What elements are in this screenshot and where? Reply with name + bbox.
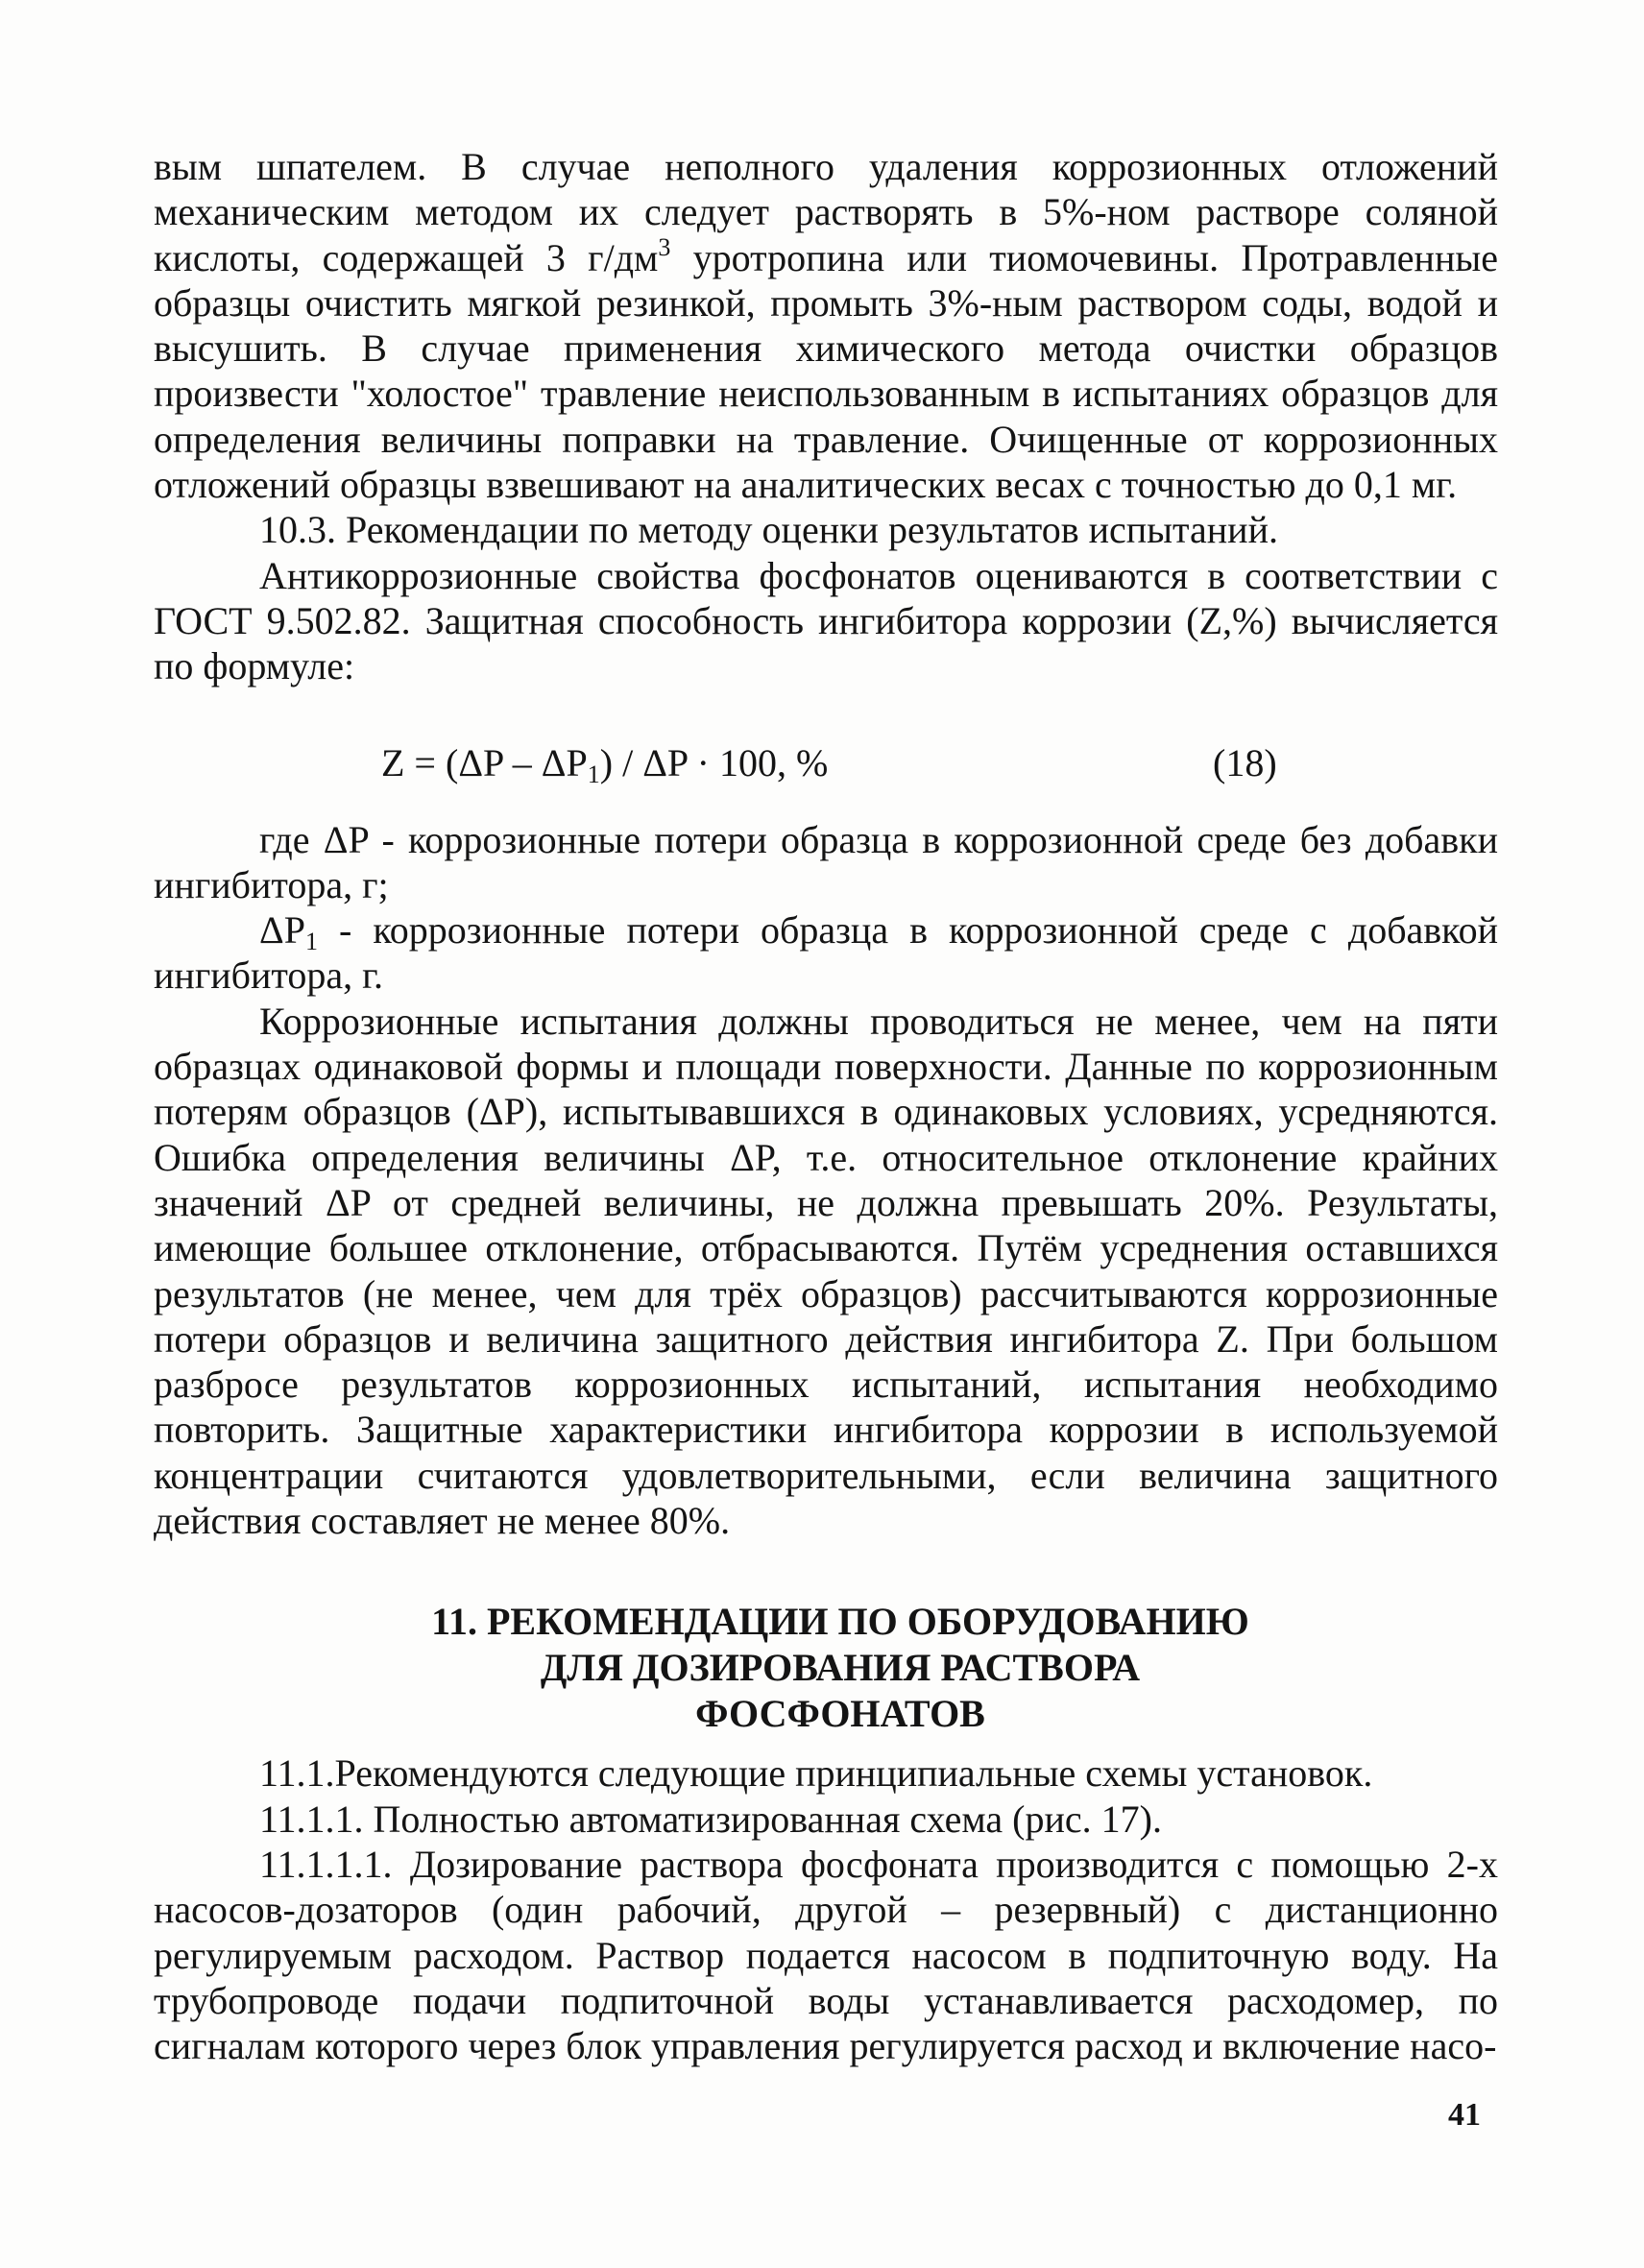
formula-18 xyxy=(154,721,1498,808)
paragraph-11-1: 11.1.Рекомендуются следующие принципиальные схемы установок. xyxy=(259,1751,1373,1796)
section-heading-11 xyxy=(154,1599,1498,1737)
formula-right: ) / ΔP · 100, % xyxy=(599,740,829,784)
heading-line-1: 11. РЕКОМЕНДАЦИИ ПО ОБОРУДОВАНИЮ xyxy=(431,1600,1249,1644)
formula-expression xyxy=(381,740,829,788)
heading-line-2: ДЛЯ ДОЗИРОВАНИЯ РАСТВОРА xyxy=(540,1646,1141,1690)
formula-left: Z = (ΔP – ΔP xyxy=(381,740,588,784)
paragraph-11-1-1: 11.1.1. Полностью автоматизированная схема (рис. 17). xyxy=(259,1797,1162,1841)
paragraph-where-dp: где ΔP - коррозионные потери образца в коррозионной среде без добавки ингибитора, г; xyxy=(154,817,1498,906)
dp1-subscript: 1 xyxy=(304,928,318,956)
formula-subscript: 1 xyxy=(587,760,600,788)
paragraph-10-3: 10.3. Рекомендации по методу оценки результатов испытаний. xyxy=(259,508,1278,552)
paragraph-cleaning xyxy=(154,144,1498,507)
page-number: 41 xyxy=(1448,2097,1481,2133)
heading-line-3: ФОСФОНАТОВ xyxy=(695,1692,985,1736)
page-body xyxy=(154,144,1498,2068)
superscript-3: 3 xyxy=(658,232,671,261)
paragraph-cleaning-text-tail: уротропина или тиомочевины. Протравленные образцы очистить мягкой резинкой, промыть 3%-ным раствором соды, водой и высушить. В случае применения химического метода очистки образцов произвести "холостое" травление неиспользованным в испытаниях образцов для определения величины поправки на травление. Очищенные от коррозионных отложений образцы взвешивают на аналитических весах с точностью до 0,1 мг. xyxy=(154,235,1498,507)
paragraph-dp1 xyxy=(154,907,1498,999)
formula-number: (18) xyxy=(1213,740,1277,784)
paragraph-11-1-1-1: 11.1.1.1. Дозирование раствора фосфоната производится с помощью 2-х насосов-дозаторов (один рабочий, другой – резервный) с дистанционно регулируемым расходом. Раствор подается насосом в подпиточную воду. На трубопроводе подачи подпиточной воды устанавливается расходомер, по сигналам которого через блок управления регулируется расход и включение насо- xyxy=(154,1842,1498,2068)
paragraph-cleaning-text: вым шпателем. В случае неполного удаления коррозионных отложений механическим методом их следует растворять в 5%-ном растворе соляной кислоты, содержащей 3 г/дм xyxy=(154,145,1498,279)
dp1-symbol: ΔP xyxy=(259,908,305,953)
dp1-text: - коррозионные потери образца в коррозионной среде с добавкой ингибитора, г. xyxy=(154,908,1498,998)
paragraph-anticorrosion: Антикоррозионные свойства фосфонатов оцениваются в соответствии с ГОСТ 9.502.82. Защитная способность ингибитора коррозии (Z,%) вычисляется по формуле: xyxy=(154,553,1498,688)
paragraph-corrosion-tests: Коррозионные испытания должны проводиться не менее, чем на пяти образцах одинаковой формы и площади поверхности. Данные по коррозионным потерям образцов (ΔP), испытывавшихся в одинаковых условиях, усредняются. Ошибка определения величины ΔP, т.е. относительное отклонение крайних значений ΔP от средней величины, не должна превышать 20%. Результаты, имеющие большее отклонение, отбрасываются. Путём усреднения оставшихся результатов (не менее, чем для трёх образцов) рассчитываются коррозионные потери образцов и величина защитного действия ингибитора Z. При большом разбросе результатов коррозионных испытаний, испытания необходимо повторить. Защитные характеристики ингибитора коррозии в используемой концентрации считаются удовлетворительными, если величина защитного действия составляет не менее 80%. xyxy=(154,999,1498,1543)
